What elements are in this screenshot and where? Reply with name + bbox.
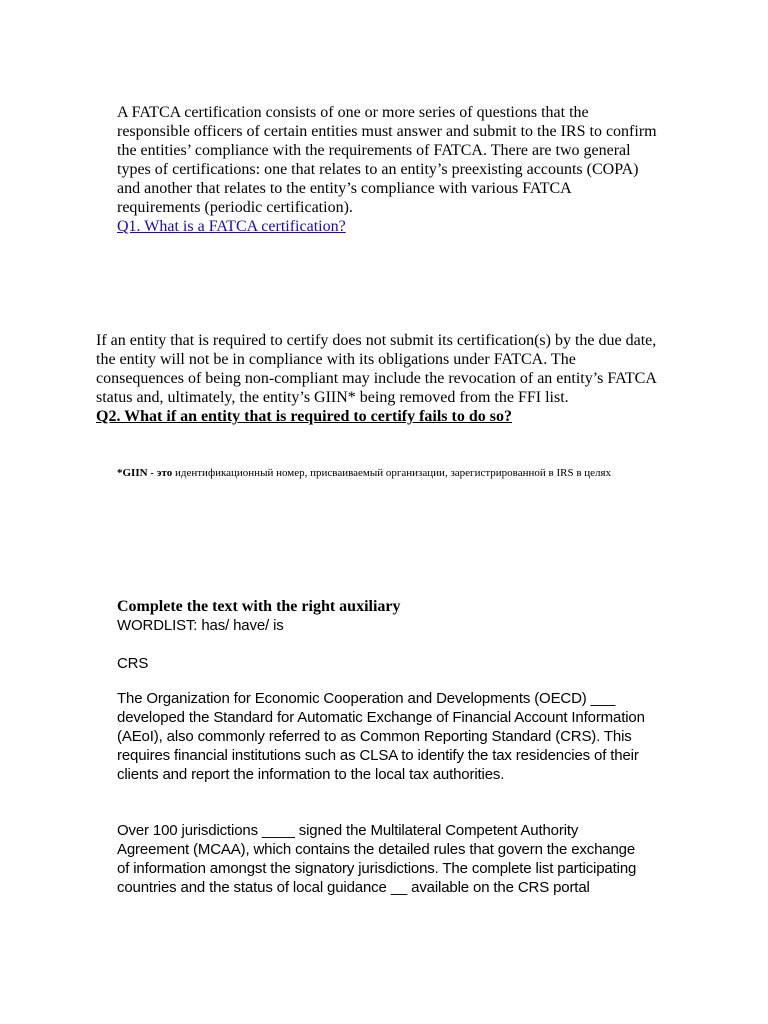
non-compliance-section xyxy=(96,331,666,426)
fatca-certification-section xyxy=(117,103,657,236)
giin-footnote xyxy=(117,461,657,485)
fatca-certification-paragraph: A FATCA certification consists of one or more series of questions that the responsible officers of certain entities must answer and submit to the IRS to confirm the entities’ compliance with the requirements of FATCA. There are two general types of certifications: one that relates to an entity’s preexisting accounts (COPA) and another that relates to the entity’s compliance with various FATCA requirements (periodic certification). xyxy=(117,104,657,216)
wordlist: WORDLIST: has/ have/ is xyxy=(117,617,284,634)
giin-definition: идентификационный номер, присваиваемый организации, зарегистрированной в IRS в целях xyxy=(172,467,612,479)
crs-heading: CRS xyxy=(117,655,149,672)
crs-paragraph-2: Over 100 jurisdictions ____ signed the Multilateral Competent Authority Agreement (MCAA), which contains the detailed rules that govern the exchange of information amongst the signatory jurisdictions. The complete list participating countries and the status of local guidance __ available on the CRS portal xyxy=(117,822,637,896)
giin-term: *GIIN - это xyxy=(117,467,173,479)
exercise-title: Complete the text with the right auxiliary xyxy=(117,598,401,615)
q1-link[interactable]: Q1. What is a FATCA certification? xyxy=(117,218,346,235)
q2-heading: Q2. What if an entity that is required to certify fails to do so? xyxy=(96,408,512,425)
crs-paragraph-1: The Organization for Economic Cooperation and Developments (OECD) ___ developed the Standard for Automatic Exchange of Financial Account Information (AEoI), also commonly referred to as Common Reporting Standard (CRS). This requires financial institutions such as CLSA to identify the tax residencies of their clients and report the information to the local tax authorities. xyxy=(117,690,645,783)
non-compliance-paragraph: If an entity that is required to certify does not submit its certification(s) by the due date, the entity will not be in compliance with its obligations under FATCA. The consequences of being non-compliant may include the revocation of an entity’s FATCA status and, ultimately, the entity’s GIIN* being removed from the FFI list. xyxy=(96,332,657,406)
